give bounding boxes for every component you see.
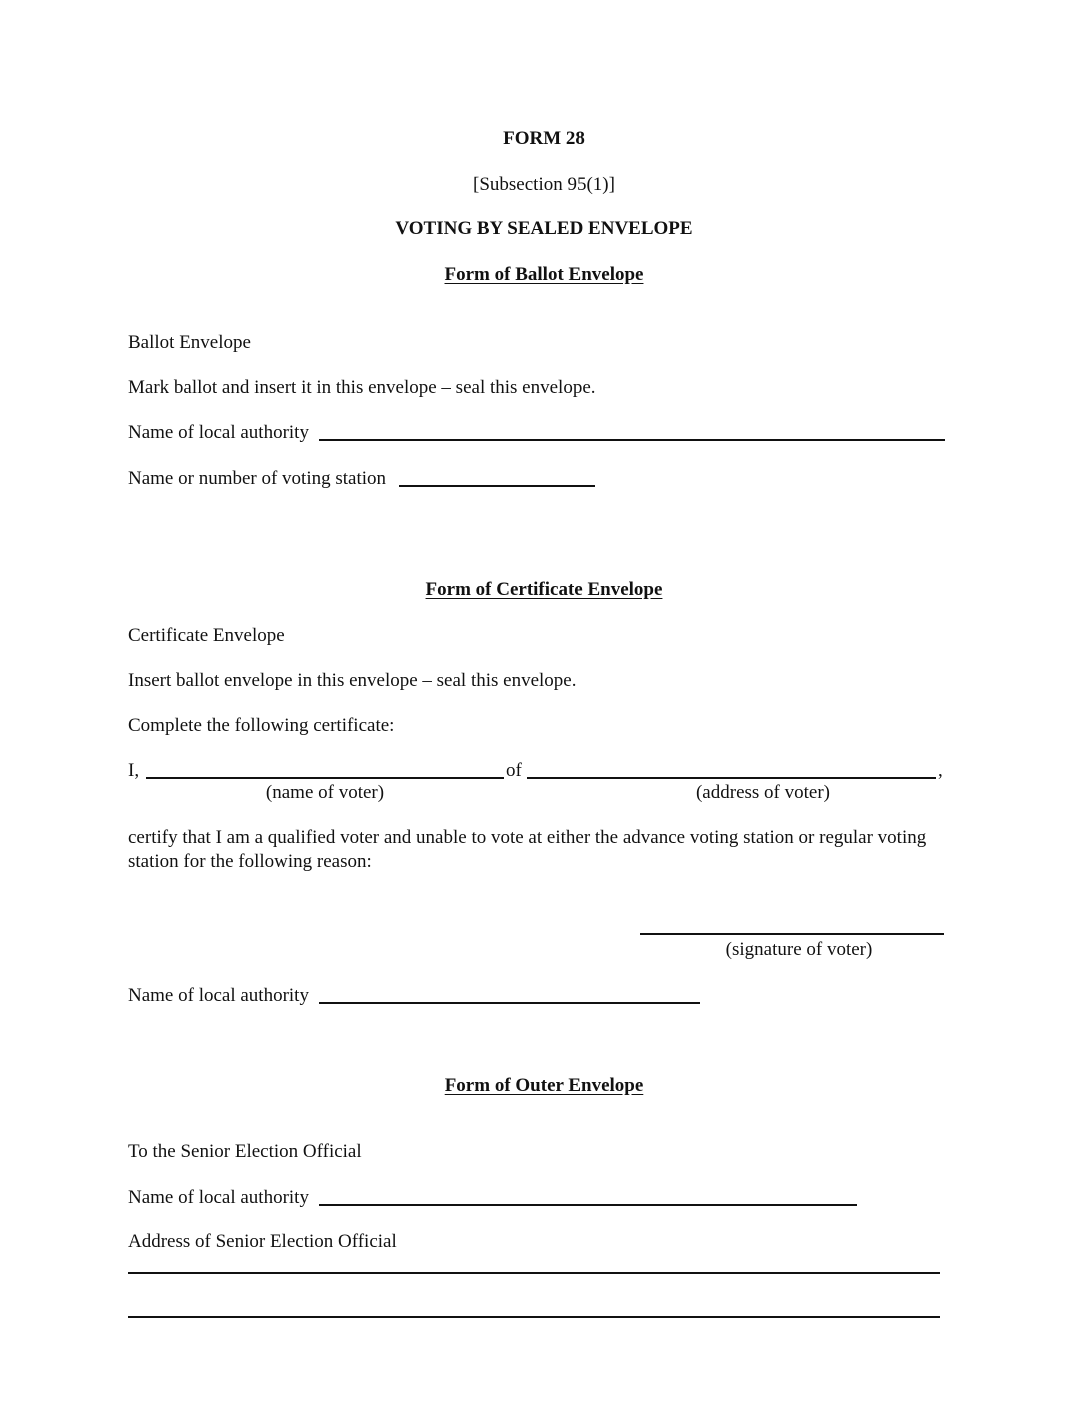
certificate-local-authority-field[interactable] [319, 1002, 700, 1004]
certify-statement: certify that I am a qualified voter and unable to vote at either the advance voting station or regular voting station for the following reason: [128, 827, 927, 872]
ballot-envelope-instruction: Mark ballot and insert it in this envelope – seal this envelope. [128, 377, 596, 398]
outer-local-authority-field[interactable] [319, 1204, 857, 1206]
certificate-envelope-instruction: Insert ballot envelope in this envelope – seal this envelope. [128, 670, 577, 691]
certificate-local-authority-label: Name of local authority [128, 985, 309, 1006]
complete-certificate-label: Complete the following certificate: [128, 715, 395, 736]
ballot-envelope-label: Ballot Envelope [128, 332, 251, 353]
subsection-reference: [Subsection 95(1)] [473, 174, 615, 195]
ballot-local-authority-field[interactable] [319, 439, 945, 441]
voter-address-field[interactable] [527, 777, 936, 779]
signature-caption: (signature of voter) [725, 939, 873, 960]
form-title: VOTING BY SEALED ENVELOPE [395, 218, 693, 239]
certificate-envelope-label: Certificate Envelope [128, 625, 285, 646]
certificate-envelope-heading: Form of Certificate Envelope [425, 579, 663, 600]
outer-envelope-heading: Form of Outer Envelope [444, 1075, 644, 1096]
voter-name-caption: (name of voter) [265, 782, 385, 803]
voter-address-caption: (address of voter) [695, 782, 830, 803]
voter-name-field[interactable] [146, 777, 504, 779]
senior-official-recipient: To the Senior Election Official [128, 1141, 362, 1162]
certificate-i-prefix: I, [128, 760, 140, 781]
certificate-comma: , [938, 760, 943, 781]
senior-official-address-label: Address of Senior Election Official [128, 1231, 397, 1252]
certificate-of-label: of [506, 760, 522, 781]
ballot-local-authority-label: Name of local authority [128, 422, 309, 443]
voting-station-field[interactable] [399, 485, 595, 487]
senior-official-address-line-2[interactable] [128, 1316, 940, 1318]
form-number: FORM 28 [503, 128, 585, 149]
voting-station-label: Name or number of voting station [128, 468, 387, 489]
ballot-envelope-heading: Form of Ballot Envelope [444, 264, 644, 285]
signature-field[interactable] [640, 933, 944, 935]
outer-local-authority-label: Name of local authority [128, 1187, 309, 1208]
senior-official-address-line-1[interactable] [128, 1272, 940, 1274]
